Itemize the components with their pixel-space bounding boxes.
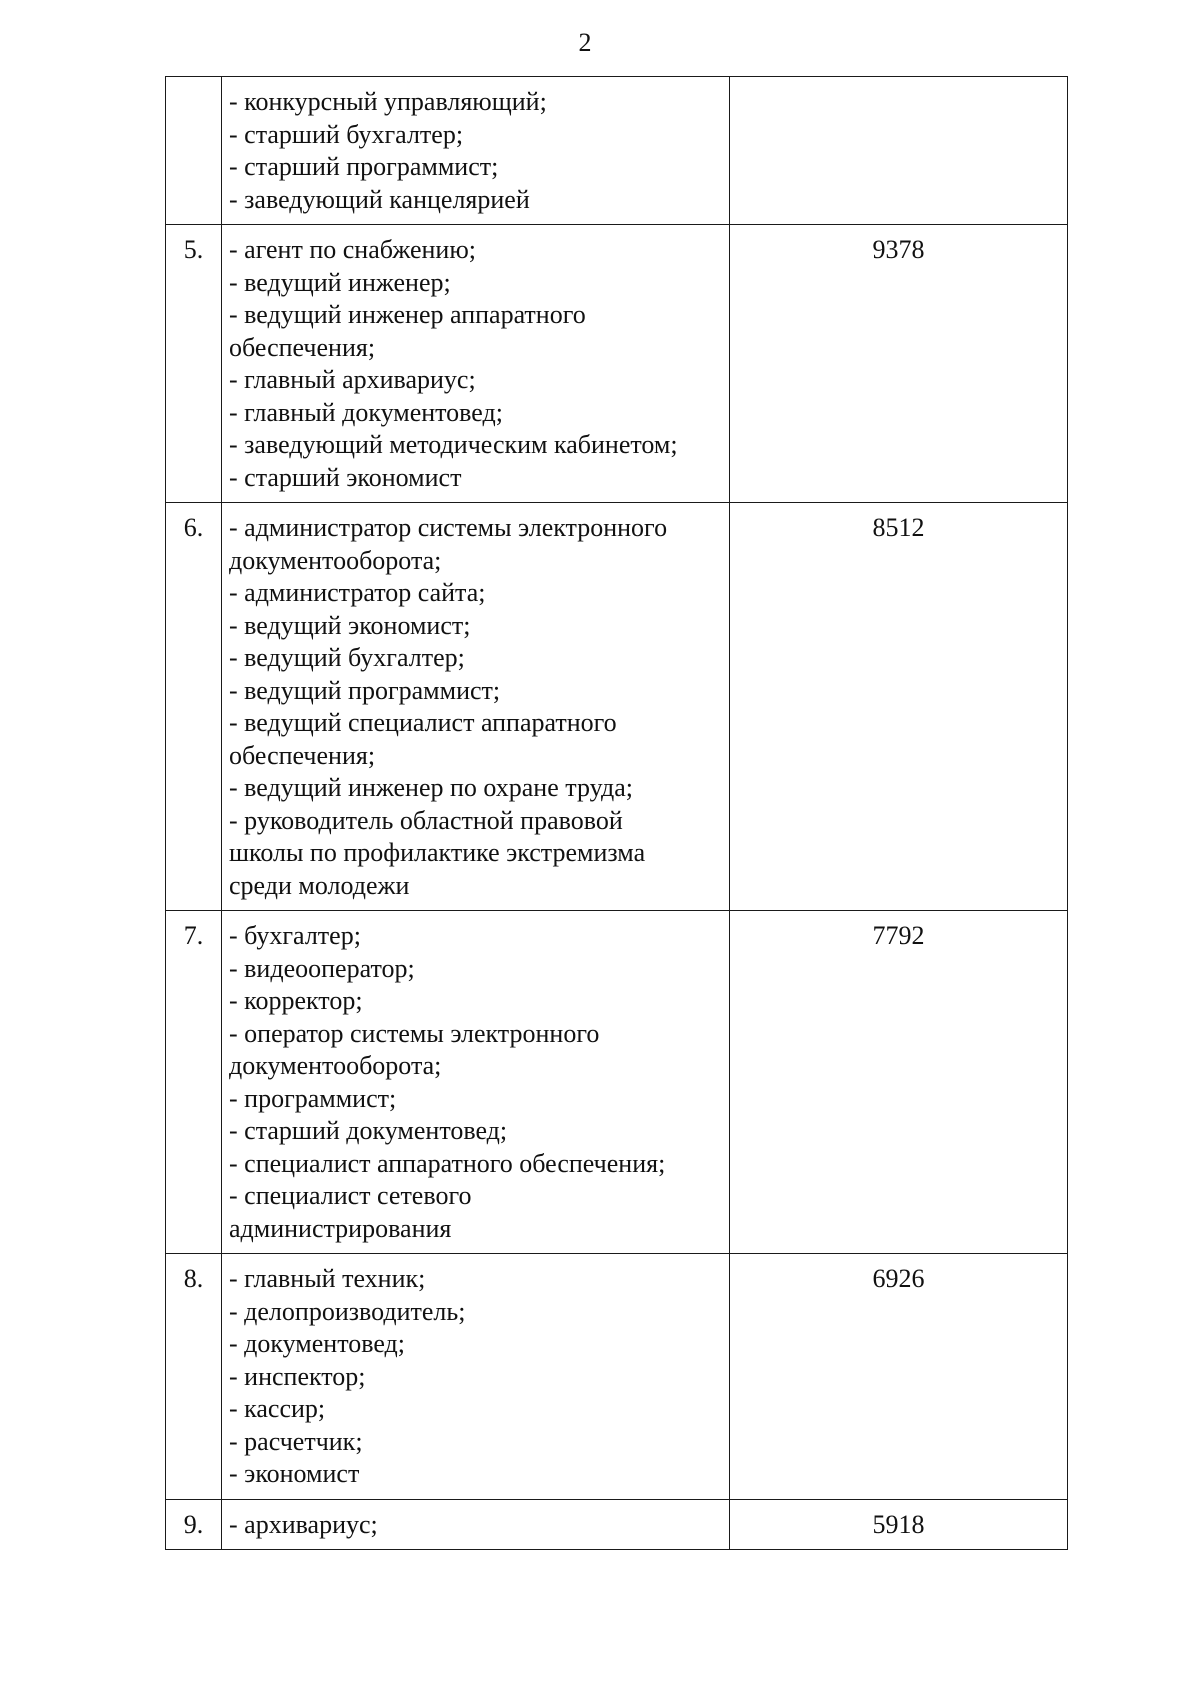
table-row [166, 503, 1068, 911]
position-item: - специалист аппаратного обеспечения; [229, 1148, 666, 1178]
position-item: - старший бухгалтер; [229, 119, 464, 149]
position-item: - ведущий программист; [229, 675, 501, 705]
position-item: - видеооператор; [229, 953, 415, 983]
salary-value: 6926 [730, 1254, 1068, 1500]
position-item: - старший экономист [229, 462, 462, 492]
position-item: - конкурсный управляющий; [229, 87, 547, 116]
salary-value: 9378 [730, 225, 1068, 503]
position-item: - расчетчик; [229, 1426, 363, 1456]
position-item: - инспектор; [229, 1361, 366, 1391]
position-item: - заведующий методическим кабинетом; [229, 430, 678, 459]
salary-value: 5918 [730, 1499, 1068, 1550]
row-number: 9. [166, 1499, 222, 1550]
positions-cell [222, 911, 730, 1254]
table-body [166, 77, 1068, 1550]
positions-cell [222, 77, 730, 225]
position-item: - ведущий инженер; [229, 267, 451, 297]
table-row [166, 77, 1068, 225]
position-item: - заведующий канцелярией [229, 184, 530, 214]
position-item: - старший документовед; [229, 1116, 508, 1145]
position-item: - старший программист; [229, 152, 499, 181]
position-item: - специалист сетевого [229, 1181, 472, 1210]
position-item: - главный техник; [229, 1264, 426, 1293]
positions-cell [222, 225, 730, 503]
row-number: 5. [166, 225, 222, 503]
row-number: 6. [166, 503, 222, 911]
position-item: - ведущий инженер аппаратного [229, 300, 586, 329]
position-item: - документовед; [229, 1329, 406, 1358]
positions-cell [222, 503, 730, 911]
position-item: - агент по снабжению; [229, 235, 476, 264]
table-row [166, 1254, 1068, 1500]
positions-cell [222, 1254, 730, 1500]
position-item: - главный документовед; [229, 397, 503, 427]
table-row [166, 225, 1068, 503]
position-item: школы по профилактике экстремизма [229, 838, 646, 867]
position-item: - корректор; [229, 986, 363, 1015]
position-item: среди молодежи [229, 870, 410, 900]
salary-value [730, 77, 1068, 225]
position-item: - ведущий инженер по охране труда; [229, 773, 633, 802]
position-item: - администратор системы электронного [229, 513, 668, 542]
row-number: 8. [166, 1254, 222, 1500]
position-item: - делопроизводитель; [229, 1296, 466, 1326]
position-item: - архивариус; [229, 1509, 378, 1539]
page-number: 2 [578, 28, 592, 57]
salary-value: 8512 [730, 503, 1068, 911]
table-row [166, 1499, 1068, 1550]
position-item: - главный архивариус; [229, 365, 476, 394]
position-item: документооборота; [229, 545, 442, 575]
table-row [166, 911, 1068, 1254]
position-item: - администратор сайта; [229, 578, 486, 607]
row-number [166, 77, 222, 225]
salary-value: 7792 [730, 911, 1068, 1254]
position-item: - ведущий специалист аппаратного [229, 708, 617, 737]
position-item: обеспечения; [229, 332, 376, 362]
position-item: администрирования [229, 1213, 452, 1243]
position-item: - ведущий бухгалтер; [229, 643, 465, 672]
position-item: - оператор системы электронного [229, 1018, 600, 1048]
position-item: - программист; [229, 1083, 397, 1113]
position-item: - руководитель областной правовой [229, 805, 623, 835]
position-item: - ведущий экономист; [229, 610, 471, 640]
position-item: документооборота; [229, 1051, 442, 1080]
position-item: - экономист [229, 1459, 360, 1488]
row-number: 7. [166, 911, 222, 1254]
position-item: - бухгалтер; [229, 921, 361, 950]
position-item: обеспечения; [229, 740, 376, 770]
positions-cell [222, 1499, 730, 1550]
position-item: - кассир; [229, 1394, 326, 1423]
positions-table [165, 76, 1068, 1550]
